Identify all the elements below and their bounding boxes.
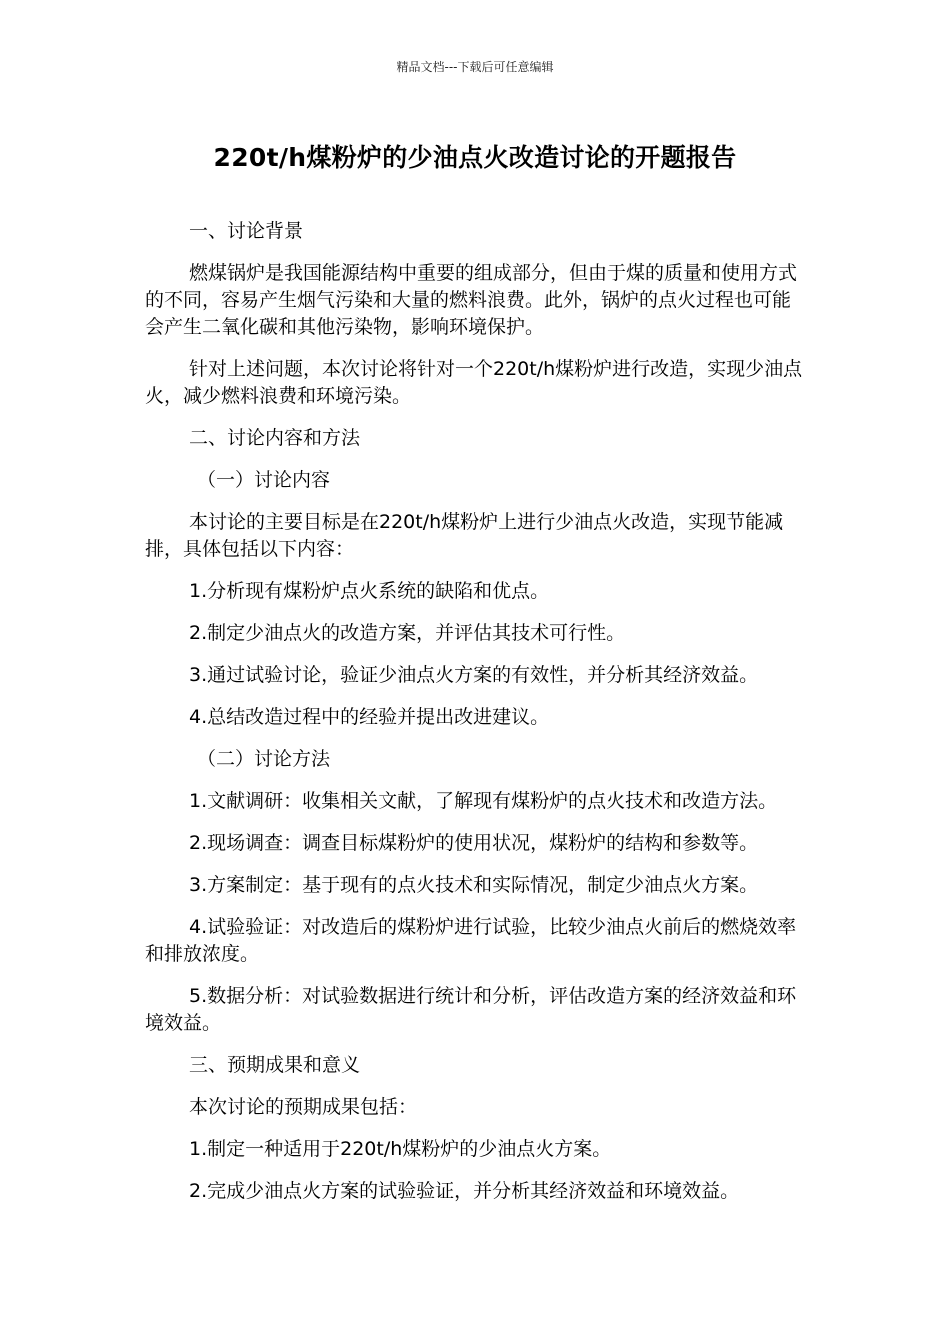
section-heading-content-method: 二、讨论内容和方法 bbox=[189, 427, 361, 449]
content-item-3: 3.通过试验讨论，验证少油点火方案的有效性，并分析其经济效益。 bbox=[189, 664, 759, 686]
method-item-3: 3.方案制定：基于现有的点火技术和实际情况，制定少油点火方案。 bbox=[189, 874, 759, 896]
outcome-item-1: 1.制定一种适用于220t/h煤粉炉的少油点火方案。 bbox=[189, 1138, 612, 1160]
subheading-content: （一）讨论内容 bbox=[197, 469, 331, 491]
content-item-1: 1.分析现有煤粉炉点火系统的缺陷和优点。 bbox=[189, 580, 550, 602]
outcome-item-2: 2.完成少油点火方案的试验验证，并分析其经济效益和环境效益。 bbox=[189, 1180, 740, 1202]
method-item-1: 1.文献调研：收集相关文献，了解现有煤粉炉的点火技术和改造方法。 bbox=[189, 790, 778, 812]
method-item-5: 5.数据分析：对试验数据进行统计和分析，评估改造方案的经济效益和环境效益。 bbox=[145, 985, 797, 1034]
paragraph-content-intro: 本讨论的主要目标是在220t/h煤粉炉上进行少油点火改造，实现节能减排，具体包括以下内容： bbox=[145, 511, 784, 560]
subheading-method: （二）讨论方法 bbox=[197, 748, 331, 770]
document-body bbox=[145, 218, 807, 1220]
paragraph-outcomes-intro: 本次讨论的预期成果包括： bbox=[189, 1096, 418, 1118]
section-heading-outcomes: 三、预期成果和意义 bbox=[189, 1054, 361, 1076]
method-item-2: 2.现场调查：调查目标煤粉炉的使用状况，煤粉炉的结构和参数等。 bbox=[189, 832, 759, 854]
section-heading-background: 一、讨论背景 bbox=[189, 220, 304, 242]
document-title: 220t/h煤粉炉的少油点火改造讨论的开题报告 bbox=[213, 143, 737, 172]
content-item-2: 2.制定少油点火的改造方案，并评估其技术可行性。 bbox=[189, 622, 626, 644]
paragraph-background-2: 针对上述问题，本次讨论将针对一个220t/h煤粉炉进行改造，实现少油点火，减少燃料浪费和环境污染。 bbox=[145, 358, 803, 407]
content-item-4: 4.总结改造过程中的经验并提出改进建议。 bbox=[189, 706, 550, 728]
method-item-4: 4.试验验证：对改造后的煤粉炉进行试验，比较少油点火前后的燃烧效率和排放浓度。 bbox=[145, 916, 797, 965]
page-header: 精品文档---下载后可任意编辑 bbox=[396, 60, 554, 74]
paragraph-background-1: 燃煤锅炉是我国能源结构中重要的组成部分，但由于煤的质量和使用方式的不同，容易产生烟气污染和大量的燃料浪费。此外，锅炉的点火过程也可能会产生二氧化碳和其他污染物，影响环境保护。 bbox=[145, 262, 798, 338]
